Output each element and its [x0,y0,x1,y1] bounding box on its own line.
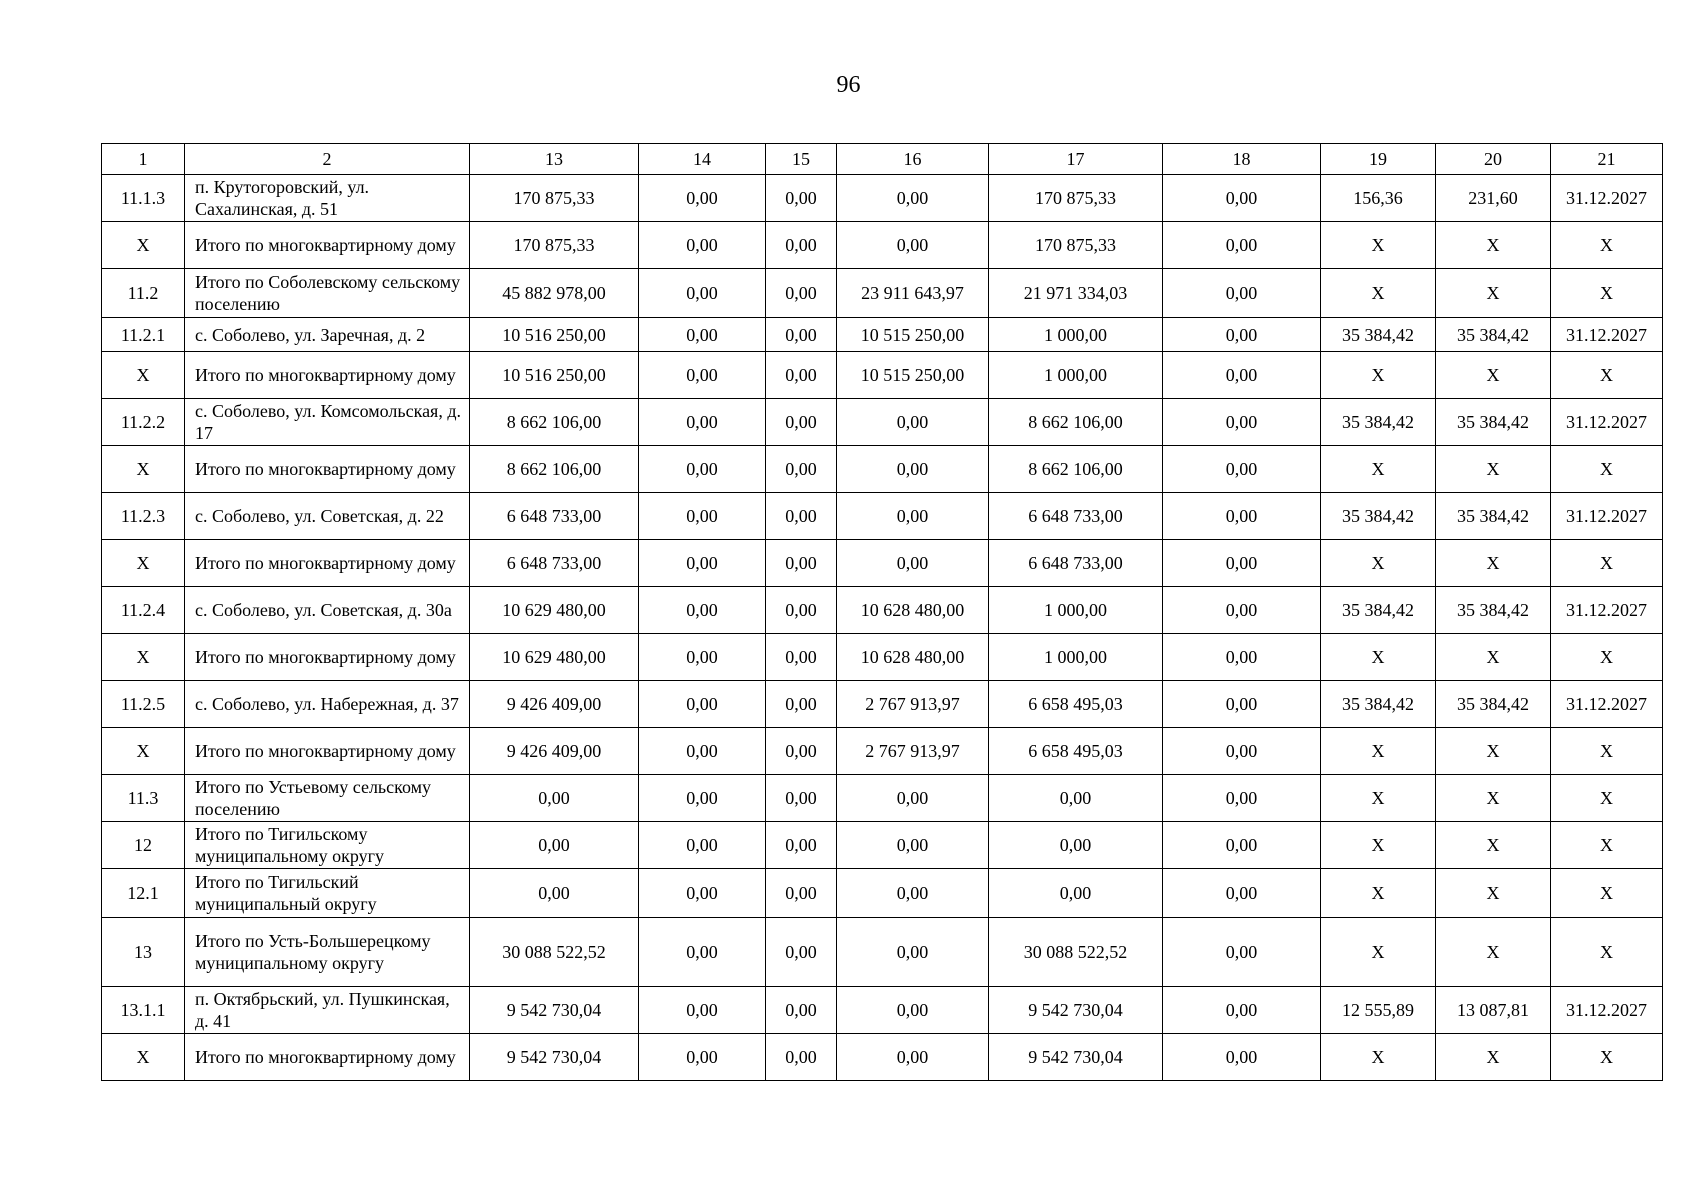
row-number-cell: X [102,728,185,775]
value-cell-col-18: 0,00 [1163,869,1321,918]
value-cell-col-16: 0,00 [837,822,989,869]
column-header-19: 19 [1321,144,1436,175]
value-cell-col-17: 1 000,00 [989,352,1163,399]
value-cell-col-14: 0,00 [639,175,766,222]
row-name-cell: с. Соболево, ул. Комсомольская, д. 17 [185,399,470,446]
value-cell-col-21: X [1551,222,1663,269]
value-cell-col-16: 2 767 913,97 [837,728,989,775]
value-cell-col-19: 35 384,42 [1321,681,1436,728]
value-cell-col-17: 0,00 [989,822,1163,869]
value-cell-col-15: 0,00 [766,1034,837,1081]
value-cell-col-20: 35 384,42 [1436,587,1551,634]
header-row [102,144,1663,175]
column-header-14: 14 [639,144,766,175]
value-cell-col-17: 6 648 733,00 [989,540,1163,587]
value-cell-col-13: 10 516 250,00 [470,318,639,352]
value-cell-col-19: X [1321,352,1436,399]
value-cell-col-19: X [1321,728,1436,775]
value-cell-col-21: 31.12.2027 [1551,318,1663,352]
value-cell-col-17: 170 875,33 [989,222,1163,269]
value-cell-col-19: 35 384,42 [1321,318,1436,352]
value-cell-col-18: 0,00 [1163,1034,1321,1081]
value-cell-col-19: X [1321,918,1436,987]
value-cell-col-14: 0,00 [639,587,766,634]
value-cell-col-16: 0,00 [837,987,989,1034]
row-name-cell: Итого по многоквартирному дому [185,222,470,269]
value-cell-col-16: 0,00 [837,493,989,540]
row-number-cell: 12.1 [102,869,185,918]
row-name-cell: Итого по многоквартирному дому [185,540,470,587]
value-cell-col-15: 0,00 [766,775,837,822]
value-cell-col-18: 0,00 [1163,775,1321,822]
row-number-cell: X [102,1034,185,1081]
value-cell-col-18: 0,00 [1163,352,1321,399]
table-row [102,540,1663,587]
value-cell-col-17: 30 088 522,52 [989,918,1163,987]
value-cell-col-13: 10 629 480,00 [470,587,639,634]
value-cell-col-14: 0,00 [639,918,766,987]
value-cell-col-20: 231,60 [1436,175,1551,222]
value-cell-col-21: 31.12.2027 [1551,175,1663,222]
table-row [102,869,1663,918]
value-cell-col-21: X [1551,446,1663,493]
value-cell-col-21: X [1551,634,1663,681]
row-name-cell: с. Соболево, ул. Набережная, д. 37 [185,681,470,728]
row-name-cell: с. Соболево, ул. Советская, д. 30а [185,587,470,634]
value-cell-col-20: X [1436,918,1551,987]
value-cell-col-17: 0,00 [989,869,1163,918]
value-cell-col-15: 0,00 [766,222,837,269]
value-cell-col-17: 1 000,00 [989,634,1163,681]
value-cell-col-20: X [1436,352,1551,399]
column-header-13: 13 [470,144,639,175]
row-name-cell: Итого по Тигильскому муниципальному округу [185,822,470,869]
value-cell-col-17: 8 662 106,00 [989,399,1163,446]
table-row [102,987,1663,1034]
value-cell-col-17: 170 875,33 [989,175,1163,222]
value-cell-col-21: X [1551,869,1663,918]
value-cell-col-17: 6 648 733,00 [989,493,1163,540]
value-cell-col-20: 35 384,42 [1436,399,1551,446]
value-cell-col-14: 0,00 [639,399,766,446]
table-row [102,493,1663,540]
value-cell-col-15: 0,00 [766,634,837,681]
value-cell-col-15: 0,00 [766,681,837,728]
row-number-cell: 11.2 [102,269,185,318]
table-row [102,318,1663,352]
row-number-cell: X [102,446,185,493]
value-cell-col-20: X [1436,869,1551,918]
value-cell-col-14: 0,00 [639,775,766,822]
value-cell-col-17: 9 542 730,04 [989,987,1163,1034]
value-cell-col-14: 0,00 [639,1034,766,1081]
row-name-cell: Итого по Устьевому сельскому поселению [185,775,470,822]
value-cell-col-15: 0,00 [766,399,837,446]
value-cell-col-21: X [1551,775,1663,822]
value-cell-col-16: 0,00 [837,222,989,269]
value-cell-col-15: 0,00 [766,269,837,318]
value-cell-col-17: 21 971 334,03 [989,269,1163,318]
value-cell-col-15: 0,00 [766,352,837,399]
value-cell-col-16: 10 628 480,00 [837,634,989,681]
value-cell-col-18: 0,00 [1163,587,1321,634]
value-cell-col-14: 0,00 [639,681,766,728]
value-cell-col-15: 0,00 [766,318,837,352]
row-name-cell: с. Соболево, ул. Советская, д. 22 [185,493,470,540]
row-number-cell: 11.3 [102,775,185,822]
value-cell-col-20: X [1436,728,1551,775]
value-cell-col-19: X [1321,822,1436,869]
value-cell-col-14: 0,00 [639,540,766,587]
value-cell-col-20: X [1436,775,1551,822]
value-cell-col-21: X [1551,822,1663,869]
row-number-cell: X [102,222,185,269]
value-cell-col-13: 45 882 978,00 [470,269,639,318]
value-cell-col-16: 0,00 [837,918,989,987]
value-cell-col-21: X [1551,269,1663,318]
value-cell-col-13: 30 088 522,52 [470,918,639,987]
row-name-cell: Итого по Соболевскому сельскому поселению [185,269,470,318]
value-cell-col-20: 35 384,42 [1436,318,1551,352]
value-cell-col-15: 0,00 [766,493,837,540]
row-number-cell: 13.1.1 [102,987,185,1034]
value-cell-col-13: 0,00 [470,869,639,918]
value-cell-col-21: 31.12.2027 [1551,987,1663,1034]
value-cell-col-16: 0,00 [837,446,989,493]
value-cell-col-15: 0,00 [766,446,837,493]
row-name-cell: Итого по многоквартирному дому [185,728,470,775]
table-row [102,446,1663,493]
value-cell-col-13: 0,00 [470,775,639,822]
value-cell-col-15: 0,00 [766,869,837,918]
value-cell-col-17: 8 662 106,00 [989,446,1163,493]
value-cell-col-17: 1 000,00 [989,318,1163,352]
value-cell-col-18: 0,00 [1163,446,1321,493]
value-cell-col-15: 0,00 [766,987,837,1034]
value-cell-col-13: 170 875,33 [470,222,639,269]
value-cell-col-16: 0,00 [837,869,989,918]
value-cell-col-16: 10 628 480,00 [837,587,989,634]
value-cell-col-15: 0,00 [766,587,837,634]
value-cell-col-19: X [1321,775,1436,822]
row-name-cell: Итого по многоквартирному дому [185,446,470,493]
value-cell-col-13: 0,00 [470,822,639,869]
column-header-20: 20 [1436,144,1551,175]
value-cell-col-15: 0,00 [766,822,837,869]
value-cell-col-16: 10 515 250,00 [837,318,989,352]
value-cell-col-18: 0,00 [1163,918,1321,987]
row-name-cell: п. Октябрьский, ул. Пушкинская, д. 41 [185,987,470,1034]
row-number-cell: 11.2.3 [102,493,185,540]
value-cell-col-20: X [1436,1034,1551,1081]
value-cell-col-20: X [1436,446,1551,493]
row-name-cell: Итого по многоквартирному дому [185,352,470,399]
column-header-18: 18 [1163,144,1321,175]
value-cell-col-14: 0,00 [639,222,766,269]
value-cell-col-21: 31.12.2027 [1551,587,1663,634]
value-cell-col-20: X [1436,222,1551,269]
value-cell-col-19: 35 384,42 [1321,587,1436,634]
value-cell-col-18: 0,00 [1163,269,1321,318]
value-cell-col-21: X [1551,540,1663,587]
value-cell-col-14: 0,00 [639,352,766,399]
row-number-cell: 11.1.3 [102,175,185,222]
value-cell-col-17: 6 658 495,03 [989,681,1163,728]
row-number-cell: 12 [102,822,185,869]
value-cell-col-14: 0,00 [639,987,766,1034]
value-cell-col-13: 9 426 409,00 [470,728,639,775]
value-cell-col-18: 0,00 [1163,399,1321,446]
value-cell-col-18: 0,00 [1163,222,1321,269]
value-cell-col-19: X [1321,540,1436,587]
value-cell-col-13: 6 648 733,00 [470,540,639,587]
value-cell-col-19: X [1321,446,1436,493]
value-cell-col-13: 10 516 250,00 [470,352,639,399]
value-cell-col-16: 0,00 [837,540,989,587]
value-cell-col-16: 10 515 250,00 [837,352,989,399]
value-cell-col-13: 9 426 409,00 [470,681,639,728]
value-cell-col-13: 10 629 480,00 [470,634,639,681]
column-header-16: 16 [837,144,989,175]
value-cell-col-19: X [1321,222,1436,269]
row-name-cell: с. Соболево, ул. Заречная, д. 2 [185,318,470,352]
value-cell-col-16: 23 911 643,97 [837,269,989,318]
value-cell-col-19: 156,36 [1321,175,1436,222]
column-header-2: 2 [185,144,470,175]
table-row [102,175,1663,222]
value-cell-col-19: X [1321,1034,1436,1081]
value-cell-col-19: X [1321,869,1436,918]
row-name-cell: Итого по многоквартирному дому [185,634,470,681]
row-number-cell: 11.2.2 [102,399,185,446]
value-cell-col-17: 1 000,00 [989,587,1163,634]
table-row [102,681,1663,728]
value-cell-col-16: 0,00 [837,175,989,222]
row-name-cell: Итого по Усть-Большерецкому муниципальному округу [185,918,470,987]
value-cell-col-14: 0,00 [639,269,766,318]
value-cell-col-18: 0,00 [1163,175,1321,222]
page-number: 96 [836,72,861,98]
value-cell-col-14: 0,00 [639,446,766,493]
value-cell-col-18: 0,00 [1163,318,1321,352]
value-cell-col-16: 0,00 [837,775,989,822]
table-row [102,728,1663,775]
row-name-cell: п. Крутогоровский, ул. Сахалинская, д. 51 [185,175,470,222]
value-cell-col-14: 0,00 [639,869,766,918]
table-header [102,144,1663,175]
table-body [102,175,1663,1081]
value-cell-col-21: 31.12.2027 [1551,399,1663,446]
column-header-1: 1 [102,144,185,175]
value-cell-col-16: 2 767 913,97 [837,681,989,728]
value-cell-col-16: 0,00 [837,1034,989,1081]
column-header-15: 15 [766,144,837,175]
row-number-cell: X [102,352,185,399]
value-cell-col-18: 0,00 [1163,540,1321,587]
value-cell-col-20: X [1436,822,1551,869]
value-cell-col-16: 0,00 [837,399,989,446]
value-cell-col-21: 31.12.2027 [1551,493,1663,540]
value-cell-col-18: 0,00 [1163,728,1321,775]
value-cell-col-14: 0,00 [639,318,766,352]
row-number-cell: 13 [102,918,185,987]
row-number-cell: 11.2.1 [102,318,185,352]
value-cell-col-20: 35 384,42 [1436,493,1551,540]
value-cell-col-19: 35 384,42 [1321,493,1436,540]
value-cell-col-19: X [1321,269,1436,318]
table-row [102,822,1663,869]
table-row [102,1034,1663,1081]
table-row [102,775,1663,822]
table-row [102,352,1663,399]
value-cell-col-18: 0,00 [1163,681,1321,728]
value-cell-col-13: 170 875,33 [470,175,639,222]
table-row [102,222,1663,269]
row-name-cell: Итого по многоквартирному дому [185,1034,470,1081]
table-row [102,269,1663,318]
table-row [102,587,1663,634]
value-cell-col-20: 35 384,42 [1436,681,1551,728]
value-cell-col-13: 9 542 730,04 [470,1034,639,1081]
value-cell-col-18: 0,00 [1163,634,1321,681]
housing-repair-table [101,143,1663,1081]
table-row [102,634,1663,681]
value-cell-col-21: 31.12.2027 [1551,681,1663,728]
value-cell-col-15: 0,00 [766,540,837,587]
value-cell-col-13: 8 662 106,00 [470,399,639,446]
row-number-cell: X [102,634,185,681]
value-cell-col-21: X [1551,352,1663,399]
value-cell-col-13: 8 662 106,00 [470,446,639,493]
row-number-cell: 11.2.5 [102,681,185,728]
column-header-17: 17 [989,144,1163,175]
value-cell-col-18: 0,00 [1163,493,1321,540]
value-cell-col-15: 0,00 [766,728,837,775]
value-cell-col-15: 0,00 [766,918,837,987]
value-cell-col-20: X [1436,540,1551,587]
value-cell-col-19: 35 384,42 [1321,399,1436,446]
table-row [102,918,1663,987]
value-cell-col-13: 9 542 730,04 [470,987,639,1034]
value-cell-col-14: 0,00 [639,493,766,540]
value-cell-col-14: 0,00 [639,728,766,775]
value-cell-col-17: 0,00 [989,775,1163,822]
value-cell-col-21: X [1551,1034,1663,1081]
value-cell-col-21: X [1551,728,1663,775]
value-cell-col-20: 13 087,81 [1436,987,1551,1034]
value-cell-col-17: 6 658 495,03 [989,728,1163,775]
value-cell-col-20: X [1436,269,1551,318]
value-cell-col-15: 0,00 [766,175,837,222]
value-cell-col-20: X [1436,634,1551,681]
row-number-cell: X [102,540,185,587]
value-cell-col-19: 12 555,89 [1321,987,1436,1034]
value-cell-col-18: 0,00 [1163,987,1321,1034]
value-cell-col-14: 0,00 [639,822,766,869]
column-header-21: 21 [1551,144,1663,175]
value-cell-col-21: X [1551,918,1663,987]
row-name-cell: Итого по Тигильский муниципальный округу [185,869,470,918]
table-row [102,399,1663,446]
value-cell-col-13: 6 648 733,00 [470,493,639,540]
value-cell-col-18: 0,00 [1163,822,1321,869]
value-cell-col-17: 9 542 730,04 [989,1034,1163,1081]
value-cell-col-14: 0,00 [639,634,766,681]
value-cell-col-19: X [1321,634,1436,681]
row-number-cell: 11.2.4 [102,587,185,634]
